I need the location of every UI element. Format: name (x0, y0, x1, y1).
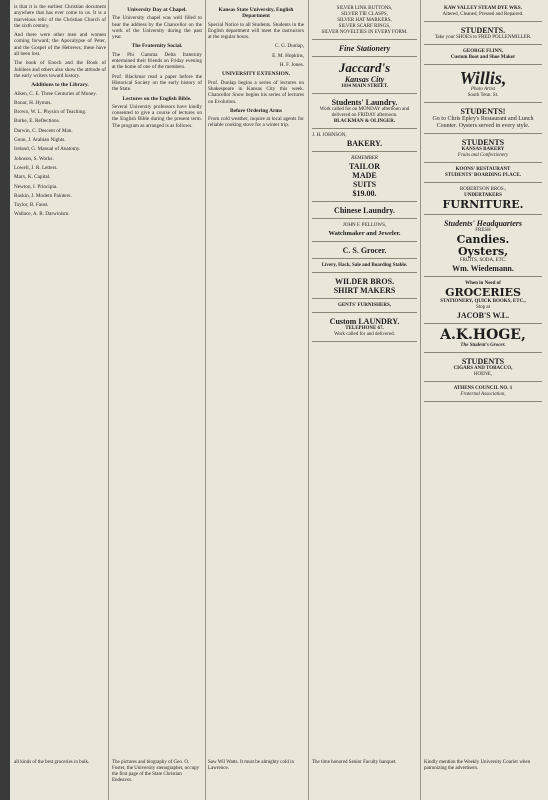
signer: H. F. Jones. (279, 62, 304, 69)
bakery-ad: J. H. JOHNSON, BAKERY. (312, 133, 417, 152)
bottom-note-3: Saw Wil Watts. It must be almighty cold in Lawrence. (208, 760, 295, 771)
library-item: Ireland, G. Manual of Anatomy. (14, 146, 81, 153)
bottom-note-4: The time honored Senior Faculty banquet. (312, 760, 397, 765)
watchmaker-ad: JOHN F. PELLOWS, Watchmaker and Jeweler. (312, 223, 417, 242)
library-item: Lowell, J. R. Letters. (14, 164, 58, 171)
library-additions-heading: Additions to the Library. (31, 82, 89, 89)
library-item: Bonar, H. Hymns. (14, 99, 52, 106)
column-3 (208, 4, 304, 132)
silver-ad: SILVER LINK BUTTONS, SILVER TIE CLASPS, SILVER HAT MARKERS, SILVER SCARF RINGS, SILVER NOVELTIES IN EVERY FORM. (312, 6, 417, 40)
livery-ad: Livery, Hack, Sale and Boarding Stable. (312, 263, 417, 273)
fraternity-heading: The Fraternity Social. (131, 43, 183, 50)
epley-restaurant-ad: STUDENTS! Go to Chris Epley's Restaurant and Lunch Counter. Oysters served in every style. (424, 107, 542, 134)
english-dept-heading: Kansas State University, English Department (218, 7, 294, 20)
wiedemann-ad: Students' Headquarters FRESH Candies. Oysters, FRUITS, SODA, ETC. Wm. Wiedemann. (424, 219, 542, 277)
column-4-ads (312, 4, 417, 346)
library-item: Johnson, S. Works. (14, 155, 54, 162)
library-item: Gunn, J. Arabian Nights. (14, 137, 66, 144)
column-1 (14, 4, 106, 221)
extension-heading: UNIVERSITY EXTENSION. (221, 71, 291, 78)
jacobs-groceries-ad: When in Need of GROCERIES STATIONERY, QUICK BOOKS, ETC., Stop at JACOB'S W.L. (424, 281, 542, 324)
koons-ad: KOONS' RESTAURANT STUDENTS' BOARDING PLACE. (424, 167, 542, 183)
english-dept-notice: Special Notice to all Students. Students in the English department will meet the instructors at the regular hours. (208, 21, 304, 41)
bible-lectures-article: Several University professors have kindly consented to give a course of lectures on the English Bible during the present term. The program as arranged is as follows. (112, 103, 202, 129)
library-item: Newton, I. Principia. (14, 183, 58, 190)
furnishers-ad: GENTS' FURNISHERS, (312, 303, 417, 313)
col1-para-1: is that it is the earliest Christian document anywhere that has ever come to us. It is a marvelous relic of the Christian Church of the sixth century. (14, 4, 106, 29)
library-item: Taylor, B. Faust. (14, 202, 49, 209)
library-item: Burke, E. Reflections. (14, 118, 60, 125)
wilder-bros-ad: WILDER BROS. SHIRT MAKERS (312, 277, 417, 299)
column-rule (205, 0, 206, 800)
column-5-ads (424, 4, 542, 406)
custom-laundry-ad: Custom LAUNDRY. TELEPHONE 67. Work called for and delivered. (312, 317, 417, 342)
library-item: Marx, K. Capital. (14, 174, 51, 181)
students-laundry-ad: Students' Laundry. Work called for on MONDAY afternoon and delivered on FRIDAY afternoon. BLACKMAN & OLINGER. (312, 98, 417, 129)
column-rule (420, 0, 421, 800)
tailor-ad: REMEMBER TAILOR MADE SUITS $19.00. (312, 156, 417, 202)
library-item: Wallace, A. R. Darwinism. (14, 211, 70, 218)
athens-council-ad: ATHENS COUNCIL NO. 1 Fraternal Association, (424, 386, 542, 402)
willis-photo-ad: Willis, Photo Artist South Tenn. St. (424, 69, 542, 103)
bottom-note-2: The pictures and biography of Geo. O. Foster, the University stenographer, occupy the first page of the State Christian Endeavor. (112, 760, 200, 783)
library-item: Aiken, C. E. Three Centuries of Money. (14, 90, 97, 97)
chapel-article: The University chapel was well filled to hear the address by the Chancellor on the work of the University during the past year. (112, 15, 202, 41)
column-rule (308, 0, 309, 800)
cigars-ad: STUDENTS CIGARS AND TOBACCO, HOENE, (424, 357, 542, 382)
bottom-note-5: Kindly mention the Weekly University Courier when patronizing the advertisers. (424, 760, 531, 771)
library-item: Brown, W. L. Physics of Teaching. (14, 109, 87, 116)
flinn-ad: GEORGE FLINN, Custom Boot and Shoe Maker (424, 49, 542, 65)
stationery-ad: Fine Stationery (312, 44, 417, 57)
chapel-heading: University Day at Chapel. (127, 7, 187, 13)
extension-article: Prof. Dunlap begins a series of lectures on Shakespeare in Kansas City this week. Chancellor Snow begins his series of lectures on Evolution. (208, 79, 304, 105)
column-2 (112, 4, 202, 132)
chinese-laundry-ad: Chinese Laundry. (312, 206, 417, 219)
bottom-note-1: all kinds of the best groceries in bulk. (14, 760, 90, 765)
column-rule (108, 0, 109, 800)
signer: C. G. Dunlap, (275, 43, 304, 50)
library-item: Darwin, C. Descent of Man. (14, 127, 73, 134)
kansas-bakery-ad: STUDENTS KANSAS BAKERY Fruits and Confectionery (424, 138, 542, 163)
grocer-ad: C. S. Grocer. (312, 246, 417, 259)
col1-para-2: And there were other men and women coming forward; the Apocalypse of Peter, and the Gospel of the Hebrews; these have all been lost. (14, 32, 106, 58)
signer: E. M. Hopkins, (272, 52, 304, 59)
dye-works-ad: KAW VALLEY STEAM DYE WKS. Altered, Cleaned, Pressed and Repaired. (424, 6, 542, 22)
jaccards-ad: Jaccard's Kansas City 1034 MAIN STREET. (312, 61, 417, 94)
arms-heading: Before Ordering Arms (230, 107, 282, 114)
robertson-ad: ROBERTSON BROS., UNDERTAKERS FURNITURE. (424, 187, 542, 215)
arms-article: From cold weather, inquire at local agents for reliable cooking stove for a winter trip. (208, 116, 304, 129)
fraternity-article: The Phi Gamma Delta fraternity entertained their friends on Friday evening at the home of one of the members. (112, 51, 202, 71)
library-item: Ruskin, J. Modern Painters. (14, 192, 72, 199)
binding-spine (0, 0, 10, 800)
shoes-ad: STUDENTS. Take your SHOES to FRED POLLENMILLER. (424, 26, 542, 45)
bible-lectures-heading: Lectures on the English Bible. (122, 95, 192, 102)
hoge-grocer-ad: A.K.HOGE, The Student's Grocer. (424, 328, 542, 353)
col1-para-3: The book of Enoch and the Book of Jubilees and others also show the attitude of the early writers toward history. (14, 60, 106, 79)
historical-article: Prof. Blackmar read a paper before the Historical Society on the early history of the State. (112, 73, 202, 93)
